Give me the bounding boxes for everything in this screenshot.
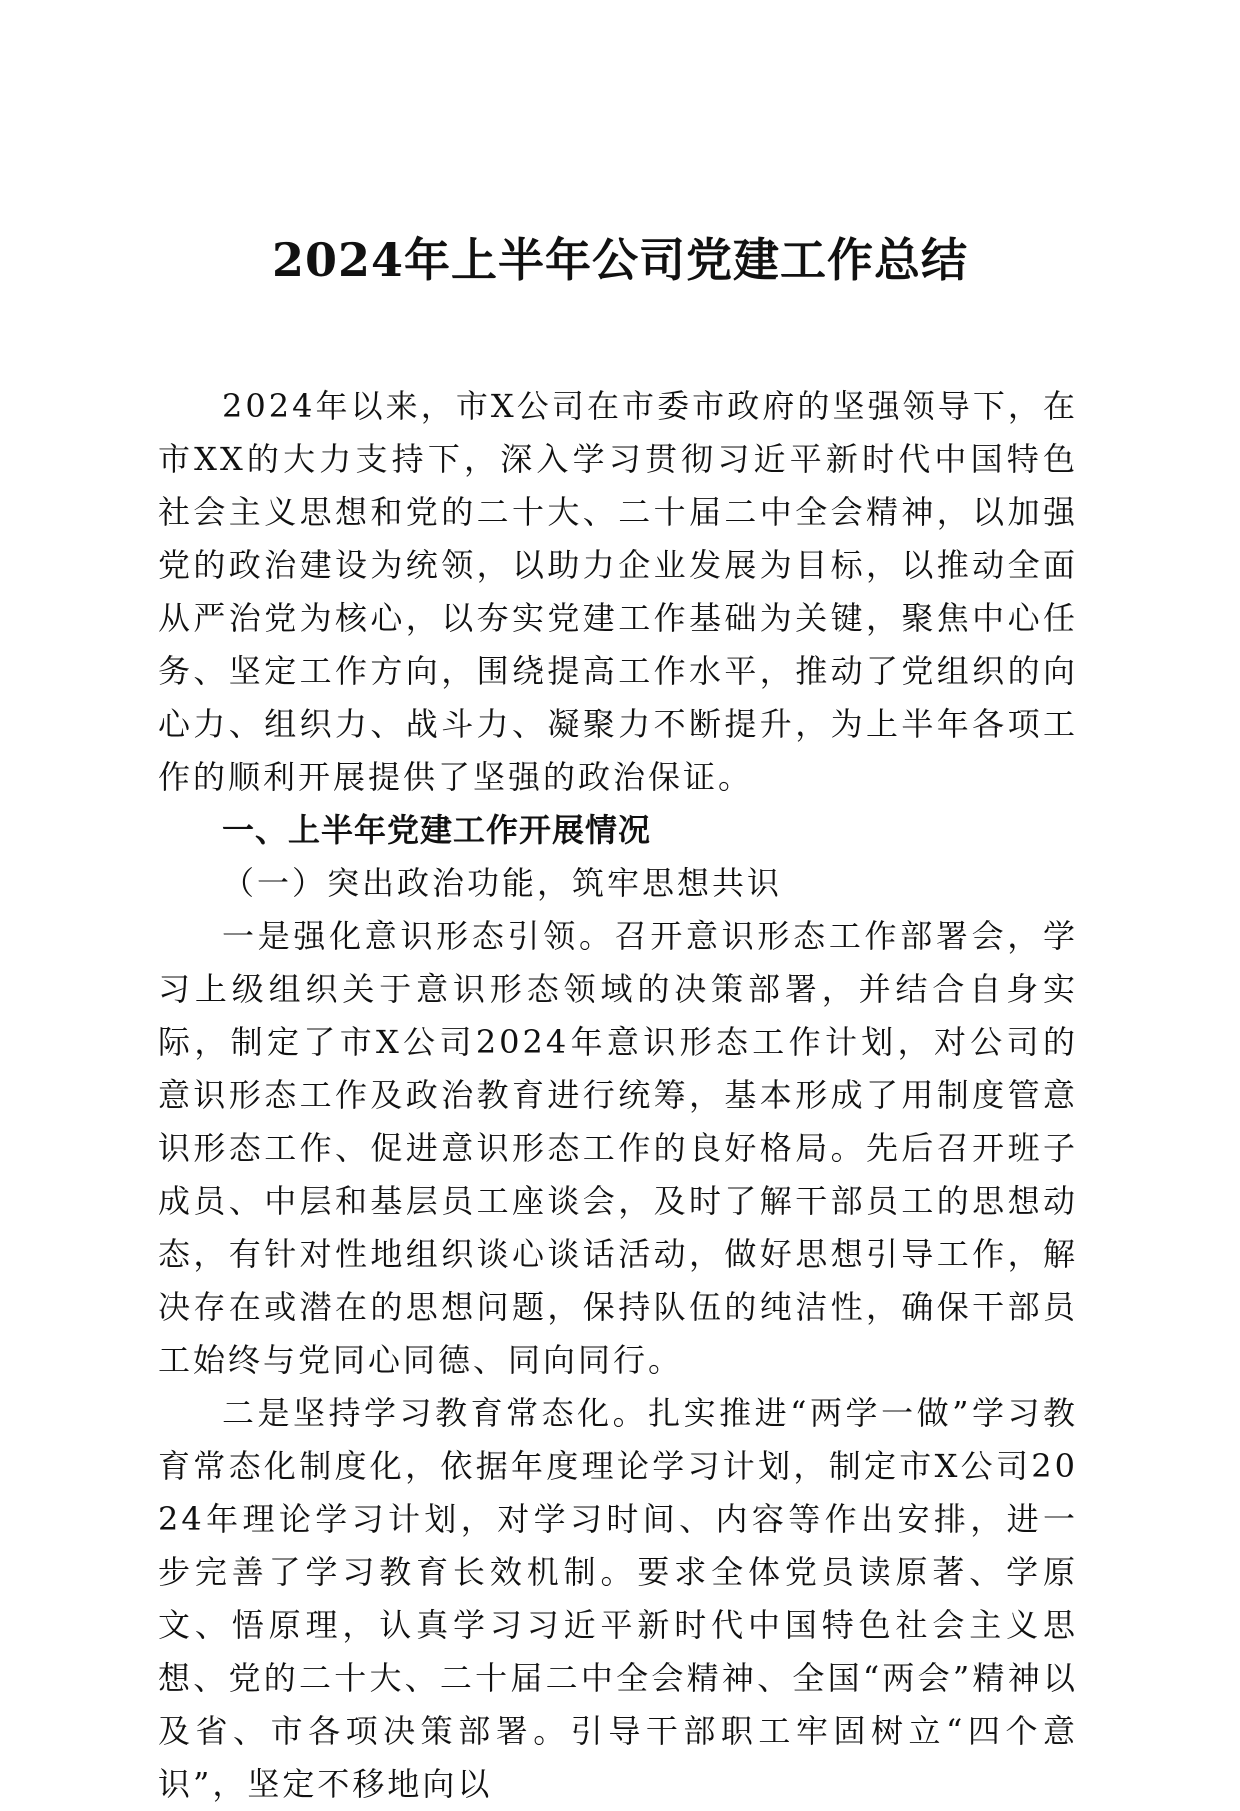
paragraph-study: 二是坚持学习教育常态化。扎实推进“两学一做”学习教育常态化制度化，依据年度理论学习计划，制定市X公司2024年理论学习计划，对学习时间、内容等作出安排，进一步完善了学习教育长效机制。要求全体党员读原著、学原文、悟原理，认真学习习近平新时代中国特色社会主义思想、党的二十大、二十届二中全会精神、全国“两会”精神以及省、市各项决策部署。引导干部职工牢固树立“四个意识”，坚定不移地向以: [158, 1394, 1078, 1803]
section-heading: 一、上半年党建工作开展情况: [222, 811, 652, 849]
paragraph-ideology: 一是强化意识形态引领。召开意识形态工作部署会，学习上级组织关于意识形态领域的决策部署，并结合自身实际，制定了市X公司2024年意识形态工作计划，对公司的意识形态工作及政治教育进行统筹，基本形成了用制度管意识形态工作、促进意识形态工作的良好格局。先后召开班子成员、中层和基层员工座谈会，及时了解干部员工的思想动态，有针对性地组织谈心谈话活动，做好思想引导工作，解决存在或潜在的思想问题，保持队伍的纯洁性，确保干部员工始终与党同心同德、同向同行。: [158, 917, 1078, 1379]
document-title: 2024年上半年公司党建工作总结: [271, 233, 969, 287]
subsection-heading: （一）突出政治功能，筑牢思想共识: [222, 864, 783, 902]
intro-paragraph: 2024年以来，市X公司在市委市政府的坚强领导下，在市XX的大力支持下，深入学习贯彻习近平新时代中国特色社会主义思想和党的二十大、二十届二中全会精神，以加强党的政治建设为统领，以助力企业发展为目标，以推动全面从严治党为核心，以夯实党建工作基础为关键，聚焦中心任务、坚定工作方向，围绕提高工作水平，推动了党组织的向心力、组织力、战斗力、凝聚力不断提升，为上半年各项工作的顺利开展提供了坚强的政治保证。: [158, 387, 1078, 796]
document-body: [158, 380, 1078, 1811]
